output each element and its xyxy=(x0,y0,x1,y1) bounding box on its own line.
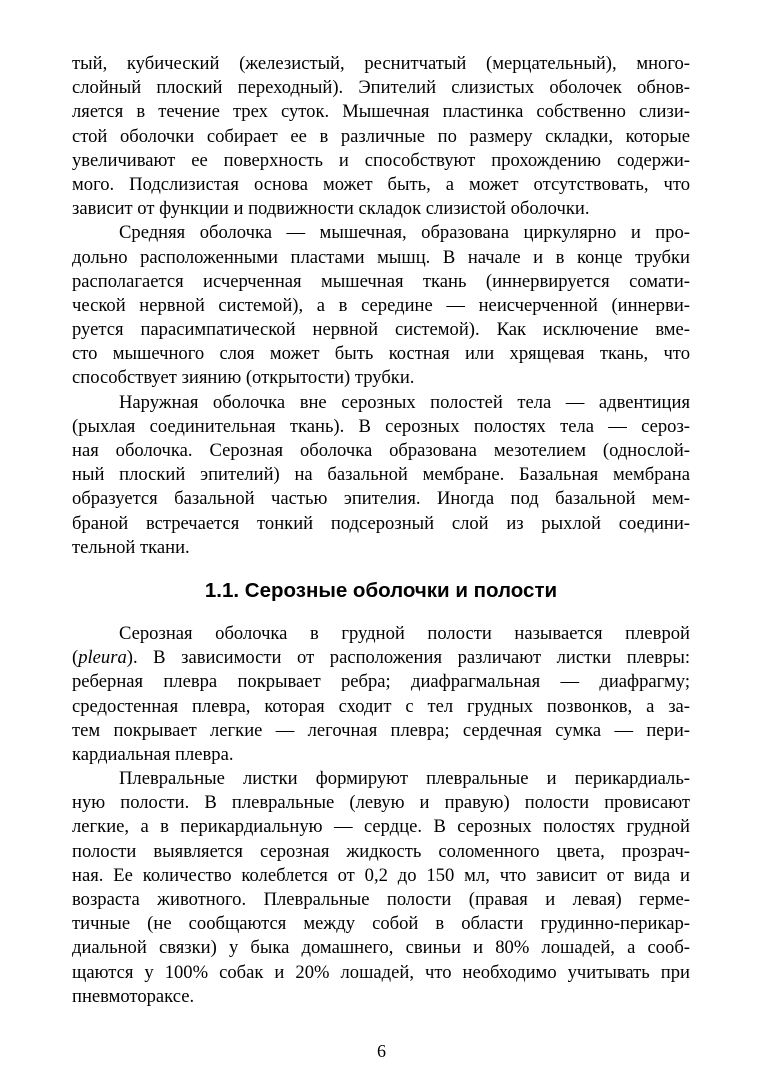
text-line: зависит от функции и подвижности складок слизистой оболочки. xyxy=(72,198,590,220)
text-line: щаются у 100% собак и 20% лошадей, что необходимо учитывать при xyxy=(72,961,690,983)
text-line: тый, кубический (железистый, реснитчатый (мерцательный), много- xyxy=(72,53,690,74)
text-line: дольно расположенными пластами мышц. В начале и в конце трубки xyxy=(72,246,690,268)
text-line: диальной связки) у быка домашнего, свиньи и 80% лошадей, а сооб- xyxy=(72,937,690,959)
text-line: (рыхлая соединительная ткань). В серозных полостях тела — сероз- xyxy=(72,415,690,437)
text-line: тем покрывает легкие — легочная плевра; сердечная сумка — пери- xyxy=(72,719,690,741)
text-line: ная. Ее количество колеблется от 0,2 до 150 мл, что зависит от вида и xyxy=(72,864,690,886)
text-line: браной встречается тонкий подсерозный слой из рыхлой соедини- xyxy=(72,512,690,534)
text-line: тельной ткани. xyxy=(72,536,190,558)
text-line: полости выявляется серозная жидкость соломенного цвета, прозрач- xyxy=(72,840,690,862)
page-body xyxy=(72,52,690,1009)
text-line: ная оболочка. Серозная оболочка образована мезотелием (однослой- xyxy=(72,440,690,461)
text-line: Серозная оболочка в грудной полости называется плеврой xyxy=(119,622,690,644)
paragraph xyxy=(72,391,690,560)
text-fragment: ( xyxy=(72,647,79,669)
text-line: ческой нервной системой), а в середине — неисчерченной (иннерви- xyxy=(72,294,690,316)
text-line: руется парасимпатической нервной системой). Как исключение вме- xyxy=(72,319,690,341)
page-number: 6 xyxy=(377,1041,386,1061)
latin-term: pleura xyxy=(78,647,127,669)
paragraph xyxy=(72,52,690,221)
text-line: пневмотораксе. xyxy=(72,985,195,1007)
text-line: мого. Подслизистая основа может быть, а может отсутствовать, что xyxy=(72,173,690,195)
text-line: тичные (не сообщаются между собой в области грудинно-перикар- xyxy=(72,913,690,935)
text-line: сто мышечного слоя может быть костная или хрящевая ткань, что xyxy=(72,343,690,365)
text-line: слойный плоский переходный). Эпителий слизистых оболочек обнов- xyxy=(72,77,690,99)
text-line: средостенная плевра, которая сходит с тел грудных позвонков, а за- xyxy=(72,695,690,717)
text-line: Плевральные листки формируют плевральные и перикардиаль- xyxy=(119,768,690,790)
text-line: ный плоский эпителий) на базальной мембране. Базальная мембрана xyxy=(72,464,690,486)
text-line: ляется в течение трех суток. Мышечная пластинка собственно слизи- xyxy=(72,101,690,123)
text-line: Наружная оболочка вне серозных полостей тела — адвентиция xyxy=(119,391,690,413)
text-line xyxy=(72,646,690,670)
text-fragment: ). В зависимости от расположения различают листки плевры: xyxy=(126,647,690,669)
text-line: кардиальная плевра. xyxy=(72,743,234,765)
paragraph xyxy=(72,221,690,390)
text-line: увеличивают ее поверхность и способствуют прохождению содержи- xyxy=(72,149,690,171)
paragraph xyxy=(72,767,690,1009)
text-line: Средняя оболочка — мышечная, образована циркулярно и про- xyxy=(119,222,690,244)
text-line: легкие, а в перикардиальную — сердце. В серозных полостях грудной xyxy=(72,816,690,838)
text-line: располагается исчерченная мышечная ткань (иннервируется сомати- xyxy=(72,270,690,292)
section-heading: 1.1. Серозные оболочки и полости xyxy=(204,578,558,602)
text-line: реберная плевра покрывает ребра; диафрагмальная — диафрагму; xyxy=(72,671,690,693)
text-line: ную полости. В плевральные (левую и правую) полости провисают xyxy=(72,792,690,814)
text-line: образуется базальной частью эпителия. Иногда под базальной мем- xyxy=(72,488,690,510)
text-line: способствует зиянию (открытости) трубки. xyxy=(72,367,415,389)
text-line: возраста животного. Плевральные полости (правая и левая) герме- xyxy=(72,889,690,910)
paragraph xyxy=(72,622,690,767)
text-line: стой оболочки собирает ее в различные по размеру складки, которые xyxy=(72,125,690,147)
